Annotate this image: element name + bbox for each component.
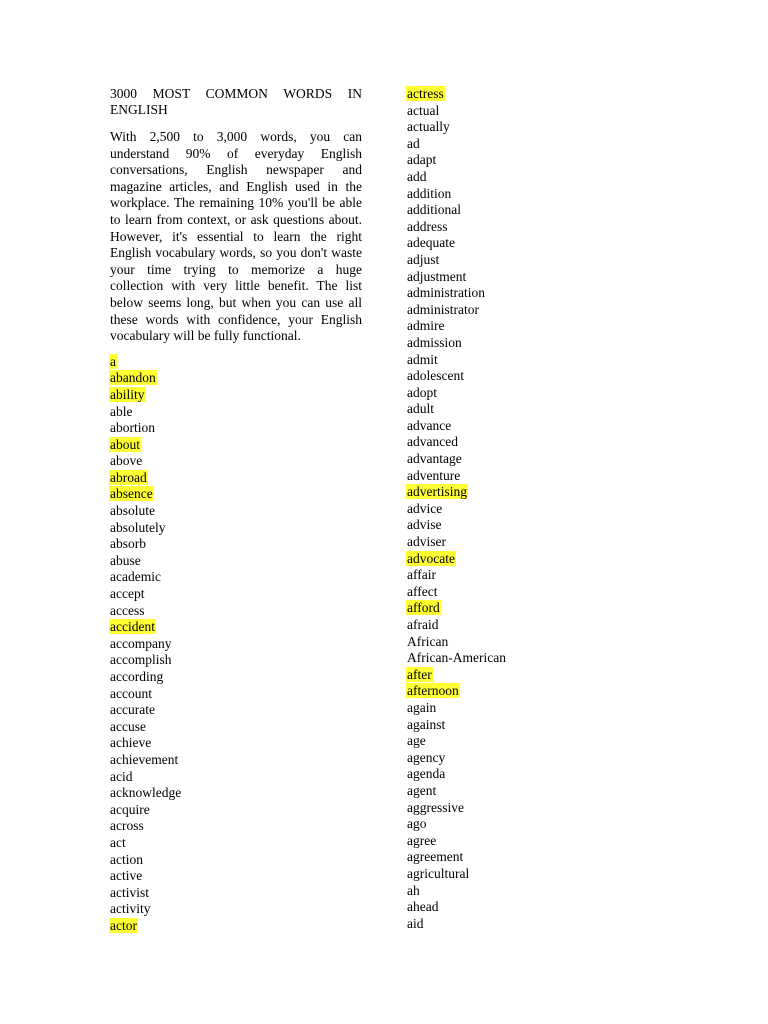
word-item [407, 252, 657, 269]
word-item [110, 735, 362, 752]
word-list-left [110, 354, 362, 935]
word-item [110, 420, 362, 437]
word-item [110, 453, 362, 470]
word-item-highlighted [110, 437, 362, 454]
word-text: actually [407, 119, 450, 135]
word-text: advocate [407, 550, 455, 566]
word-item [407, 401, 657, 418]
word-text: agree [407, 832, 437, 848]
word-item [407, 202, 657, 219]
word-text: advance [407, 417, 452, 433]
word-text: again [407, 699, 437, 715]
word-text: accident [110, 619, 155, 635]
word-text: act [110, 834, 126, 850]
word-item [407, 866, 657, 883]
word-item [407, 352, 657, 369]
word-item [407, 816, 657, 833]
word-item [407, 733, 657, 750]
word-text: absolute [110, 503, 155, 519]
word-text: agent [407, 782, 437, 798]
word-text: actress [407, 86, 444, 101]
word-item [110, 553, 362, 570]
word-item-highlighted [407, 683, 657, 700]
word-item-highlighted [110, 619, 362, 636]
word-item [407, 750, 657, 767]
word-item [407, 318, 657, 335]
word-text: advice [407, 500, 443, 516]
word-item [407, 186, 657, 203]
word-text: afternoon [407, 683, 459, 699]
word-text: ad [407, 135, 420, 151]
word-text: across [110, 818, 144, 834]
word-item [110, 868, 362, 885]
word-item [407, 434, 657, 451]
word-text: affect [407, 583, 438, 599]
word-text: add [407, 168, 427, 184]
word-text: after [407, 666, 432, 682]
word-item [110, 818, 362, 835]
word-item [110, 404, 362, 421]
word-text: a [110, 353, 116, 369]
document-title: 3000 MOST COMMON WORDS IN ENGLISH [110, 86, 362, 117]
word-item [407, 219, 657, 236]
word-item [407, 700, 657, 717]
word-text: agreement [407, 849, 464, 865]
word-item [110, 603, 362, 620]
word-item [407, 634, 657, 651]
word-item [407, 103, 657, 120]
word-item [407, 650, 657, 667]
word-text: according [110, 669, 164, 684]
word-item [110, 802, 362, 819]
word-text: account [110, 685, 152, 701]
word-item [407, 517, 657, 534]
word-text: accompany [110, 635, 172, 651]
word-item [110, 769, 362, 786]
word-text: ability [110, 386, 145, 402]
word-text: ah [407, 882, 420, 898]
word-text: agricultural [407, 865, 470, 881]
word-text: aggressive [407, 799, 464, 815]
word-item-highlighted [110, 486, 362, 503]
word-item-highlighted [407, 86, 657, 103]
word-item [110, 719, 362, 736]
word-text: able [110, 403, 133, 419]
word-text: afford [407, 600, 440, 616]
word-item [110, 686, 362, 703]
word-item [407, 916, 657, 933]
word-text: actual [407, 102, 440, 118]
word-item [110, 835, 362, 852]
word-text: ago [407, 816, 427, 832]
word-text: admire [407, 318, 445, 334]
word-text: admission [407, 334, 462, 350]
word-text: absorb [110, 536, 146, 552]
word-item [110, 503, 362, 520]
word-item [110, 652, 362, 669]
word-item [407, 833, 657, 850]
word-text: abroad [110, 469, 147, 485]
word-item [407, 119, 657, 136]
word-item [407, 368, 657, 385]
word-text: abandon [110, 370, 156, 386]
word-item [407, 451, 657, 468]
word-item [407, 235, 657, 252]
word-item-highlighted [407, 600, 657, 617]
word-text: agency [407, 749, 446, 765]
word-text: above [110, 453, 143, 469]
word-item [407, 468, 657, 485]
word-item [407, 849, 657, 866]
word-text: adequate [407, 235, 455, 251]
word-item [407, 899, 657, 916]
word-text: access [110, 602, 145, 618]
word-item [407, 335, 657, 352]
word-item [110, 752, 362, 769]
word-item [407, 501, 657, 518]
word-item [110, 669, 362, 686]
left-column [110, 86, 362, 935]
word-text: admit [407, 351, 438, 367]
word-item-highlighted [407, 484, 657, 501]
word-text: adult [407, 401, 434, 417]
word-text: aid [407, 915, 424, 931]
word-item [407, 567, 657, 584]
word-text: advantage [407, 451, 462, 467]
word-text: African-American [407, 650, 506, 666]
word-text: address [407, 218, 448, 234]
word-item [407, 800, 657, 817]
word-text: age [407, 733, 426, 749]
word-text: advise [407, 517, 442, 533]
word-item-highlighted [110, 370, 362, 387]
word-text: against [407, 716, 446, 732]
word-item [110, 885, 362, 902]
word-item-highlighted [110, 918, 362, 935]
intro-paragraph: With 2,500 to 3,000 words, you can understand 90% of everyday English conversations, English newspaper and magazine articles, and English used in the workplace. The remaining 10% you'll be able to learn from context, or ask questions about. However, it's essential to learn the right English vocabulary words, so you don't waste your time trying to memorize a huge collection with very little benefit. The list below seems long, but when you can use all these words with confidence, your English vocabulary will be fully functional. [110, 129, 362, 344]
word-text: accurate [110, 702, 155, 718]
word-text: addition [407, 185, 452, 201]
word-item-highlighted [110, 387, 362, 404]
word-text: abuse [110, 552, 141, 568]
word-text: accept [110, 586, 145, 602]
word-text: about [110, 436, 140, 452]
word-text: activity [110, 901, 151, 917]
word-item [110, 901, 362, 918]
word-text: adjust [407, 251, 440, 267]
word-text: administration [407, 285, 485, 301]
word-item [110, 536, 362, 553]
word-text: advanced [407, 434, 458, 450]
word-text: action [110, 851, 143, 867]
word-text: advertising [407, 484, 467, 500]
word-text: agenda [407, 766, 446, 782]
word-text: acknowledge [110, 785, 182, 801]
word-item [407, 152, 657, 169]
word-text: ahead [407, 899, 439, 915]
word-item [407, 169, 657, 186]
word-text: additional [407, 202, 461, 218]
word-text: activist [110, 884, 149, 900]
word-text: absence [110, 486, 153, 502]
word-text: administrator [407, 301, 479, 317]
word-item [110, 569, 362, 586]
word-item [110, 586, 362, 603]
word-text: actor [110, 917, 137, 933]
word-text: adjustment [407, 268, 467, 284]
word-item [110, 520, 362, 537]
word-item [110, 852, 362, 869]
word-item [407, 534, 657, 551]
word-item [407, 584, 657, 601]
word-item-highlighted [110, 354, 362, 371]
word-item [407, 136, 657, 153]
word-text: active [110, 868, 143, 884]
word-item [407, 783, 657, 800]
word-item-highlighted [110, 470, 362, 487]
word-item [407, 385, 657, 402]
word-text: adventure [407, 467, 461, 483]
word-text: adopt [407, 384, 437, 400]
word-item [110, 785, 362, 802]
word-item [407, 269, 657, 286]
word-text: achievement [110, 751, 179, 767]
word-text: affair [407, 567, 436, 583]
word-text: acid [110, 768, 133, 784]
word-item [110, 702, 362, 719]
word-item [407, 617, 657, 634]
word-item [407, 883, 657, 900]
word-text: African [407, 633, 449, 649]
word-item-highlighted [407, 551, 657, 568]
word-text: academic [110, 569, 161, 585]
word-text: adapt [407, 152, 437, 168]
word-item [110, 636, 362, 653]
word-text: absolutely [110, 519, 166, 535]
word-item [407, 285, 657, 302]
word-item [407, 418, 657, 435]
word-text: adolescent [407, 368, 464, 384]
word-item [407, 717, 657, 734]
word-text: acquire [110, 801, 150, 817]
word-text: accomplish [110, 652, 172, 668]
word-text: afraid [407, 617, 439, 632]
word-text: abortion [110, 420, 155, 436]
word-list-right [407, 86, 657, 932]
word-text: achieve [110, 735, 152, 751]
right-column [407, 86, 657, 932]
word-item [407, 766, 657, 783]
word-text: accuse [110, 718, 146, 734]
word-item [407, 302, 657, 319]
word-text: adviser [407, 534, 446, 550]
word-item-highlighted [407, 667, 657, 684]
